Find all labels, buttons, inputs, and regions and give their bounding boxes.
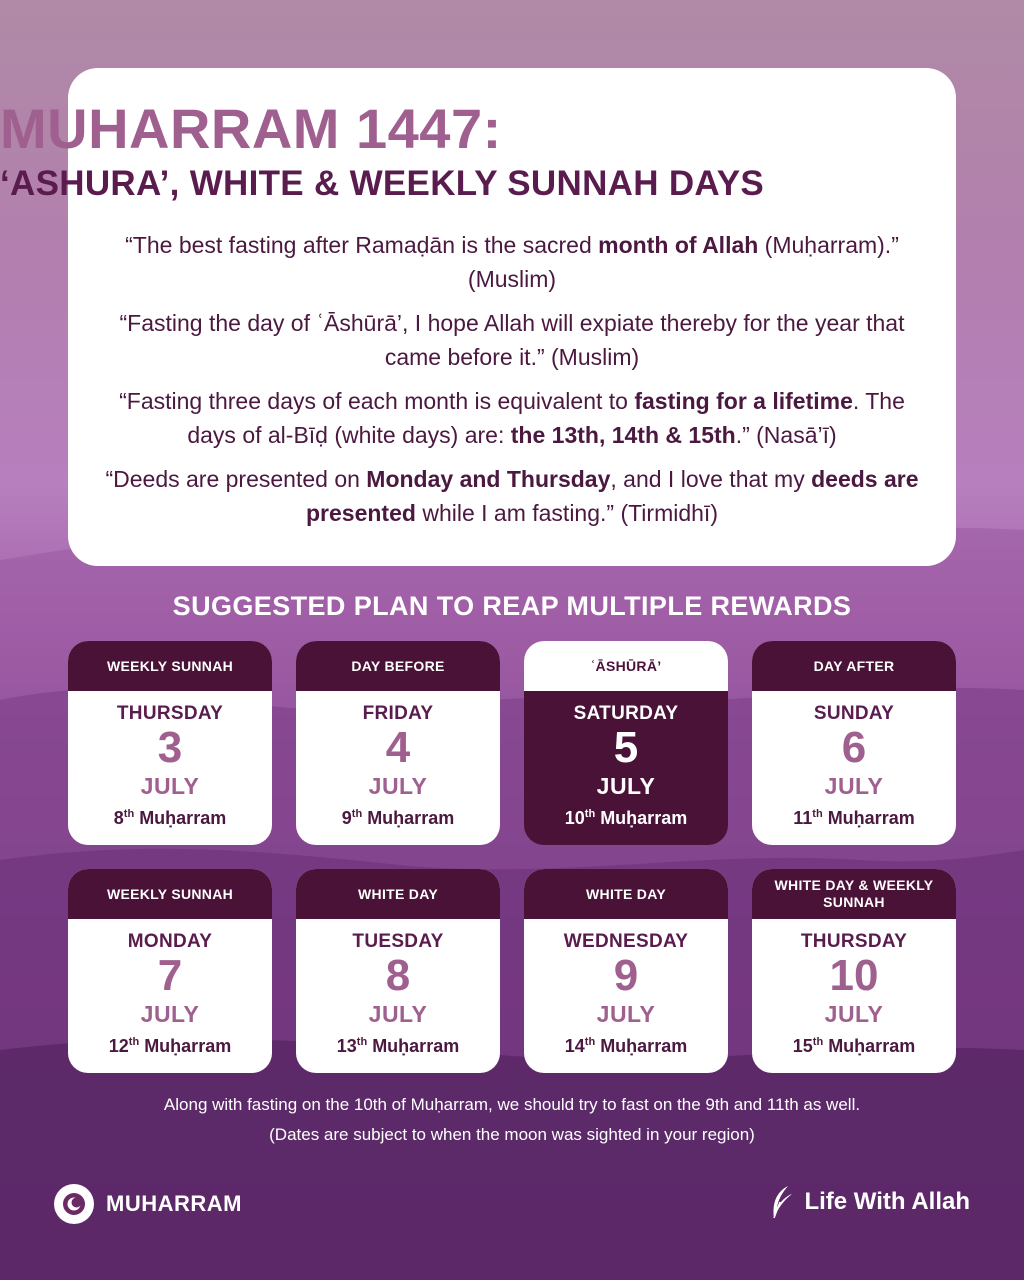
- footnote-moon-sighting: (Dates are subject to when the moon was sighted in your region): [269, 1125, 755, 1144]
- day-card-month: JULY: [368, 773, 428, 799]
- day-card-weekday: FRIDAY: [362, 703, 434, 724]
- day-card-label: WHITE DAY: [296, 869, 500, 919]
- day-card-date: 10: [829, 951, 879, 1000]
- footnote-fasting-advice: Along with fasting on the 10th of Muḥarram, we should try to fast on the 9th and 11th as well.: [163, 1095, 861, 1114]
- quote-ashura: “Fasting the day of ʿĀshūrā’, I hope Allah will expiate thereby for the year that came before it.” (Muslim): [119, 310, 905, 370]
- day-card-hijri: 8th Muḥarram: [113, 808, 227, 828]
- day-card-month: JULY: [140, 1001, 200, 1027]
- day-card-month: JULY: [824, 1001, 884, 1027]
- day-card-date: 6: [841, 723, 867, 772]
- day-card-month: JULY: [596, 1001, 656, 1027]
- day-card-label: WEEKLY SUNNAH: [68, 869, 272, 919]
- day-card-hijri: 14th Muḥarram: [564, 1036, 688, 1056]
- brand-life-with-allah: [766, 1184, 970, 1220]
- day-card-label: DAY BEFORE: [296, 641, 500, 691]
- day-card-weekday: WEDNESDAY: [563, 931, 689, 952]
- brand-muharram: [54, 1184, 242, 1224]
- muharram-logo-icon: [54, 1184, 94, 1224]
- day-card-sunday-6: [752, 641, 956, 845]
- day-card-monday-7: [68, 869, 272, 1073]
- feather-logo-icon: [766, 1184, 796, 1220]
- page-title: MUHARRAM 1447:: [0, 97, 502, 160]
- day-card-weekday: THURSDAY: [116, 703, 224, 724]
- page-subtitle: ‘ASHURA’, WHITE & WEEKLY SUNNAH DAYS: [0, 164, 765, 203]
- day-card-weekday: THURSDAY: [800, 931, 908, 952]
- day-card-label: ʿĀSHŪRĀ’: [524, 641, 728, 691]
- day-card-date: 9: [613, 951, 639, 1000]
- day-card-date: 4: [385, 723, 411, 772]
- day-card-date: 8: [385, 951, 411, 1000]
- quote-white-days: “Fasting three days of each month is equivalent to fasting for a lifetime. The days of al-Bīḍ (white days) are: the 13th, 14th & 15th.” (Nasā’ī): [119, 388, 905, 448]
- day-card-wednesday-9: [524, 869, 728, 1073]
- day-card-tuesday-8: [296, 869, 500, 1073]
- day-card-hijri: 15th Muḥarram: [792, 1036, 916, 1056]
- brand-right-name: Life With Allah: [804, 1188, 970, 1215]
- day-card-date: 3: [157, 723, 183, 772]
- day-card-saturday-5-ashura: [524, 641, 728, 845]
- day-card-date: 5: [613, 723, 639, 772]
- day-card-thursday-3: [68, 641, 272, 845]
- day-card-month: JULY: [824, 773, 884, 799]
- day-card-month: JULY: [140, 773, 200, 799]
- day-card-hijri: 11th Muḥarram: [793, 808, 915, 828]
- day-card-hijri: 9th Muḥarram: [341, 808, 455, 828]
- day-card-month: JULY: [368, 1001, 428, 1027]
- day-card-weekday: SUNDAY: [813, 703, 895, 724]
- day-card-weekday: TUESDAY: [352, 931, 444, 952]
- day-card-label: WHITE DAY: [524, 869, 728, 919]
- plan-heading: SUGGESTED PLAN TO REAP MULTIPLE REWARDS: [172, 591, 852, 621]
- day-card-thursday-10: [752, 869, 956, 1073]
- day-card-date: 7: [157, 951, 183, 1000]
- day-card-month: JULY: [596, 773, 656, 799]
- day-card-hijri: 12th Muḥarram: [108, 1036, 232, 1056]
- brand-left-name: MUHARRAM: [106, 1191, 242, 1216]
- day-card-label: WHITE DAY & WEEKLY SUNNAH: [752, 869, 956, 919]
- day-card-weekday: SATURDAY: [573, 703, 679, 724]
- quote-ramadan: “The best fasting after Ramaḍān is the sacred month of Allah (Muḥarram).” (Muslim): [125, 232, 899, 292]
- day-card-label: DAY AFTER: [752, 641, 956, 691]
- day-card-label: WEEKLY SUNNAH: [68, 641, 272, 691]
- day-card-friday-4: [296, 641, 500, 845]
- day-card-weekday: MONDAY: [127, 931, 213, 952]
- quote-monday-thursday: “Deeds are presented on Monday and Thursday, and I love that my deeds are presented while I am fasting.” (Tirmidhī): [105, 466, 919, 526]
- day-card-hijri: 13th Muḥarram: [336, 1036, 460, 1056]
- day-card-hijri: 10th Muḥarram: [564, 808, 688, 828]
